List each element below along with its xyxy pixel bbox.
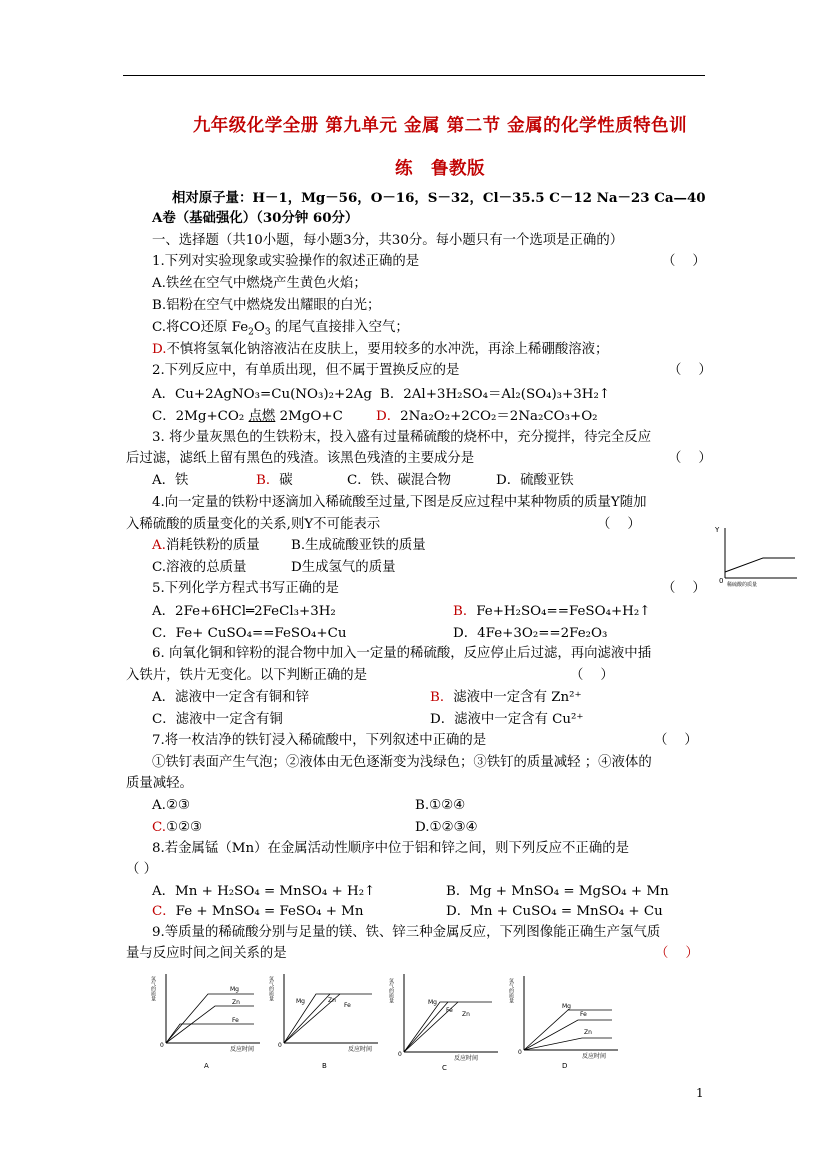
q9a-line-mg xyxy=(166,994,254,1043)
q5-option-d: D．4Fe+3O₂==2Fe₂O₃ xyxy=(453,626,608,641)
q4-graph-curve xyxy=(725,558,795,578)
q9b-label-fe: Fe xyxy=(344,1002,351,1009)
q7-answer-paren: （ ） xyxy=(654,733,698,748)
q6-option-d: D．滤液中一定含有 Cu²⁺ xyxy=(430,712,584,727)
q9b-origin: 0 xyxy=(278,1042,282,1049)
q1-option-c: C.将CO还原 $Fe_2O_3$ 的尾气直接排入空气； xyxy=(152,320,409,338)
q3-stem-1: 3. 将少量灰黑色的生铁粉末，投入盛有过量稀硫酸的烧杯中，充分搅拌，待完全反应 xyxy=(152,430,652,445)
q6-answer-paren: （ ） xyxy=(570,668,614,683)
q7-option-a: A.②③ xyxy=(152,798,190,813)
q4-option-d: D生成氢气的质量 xyxy=(291,560,396,575)
q4-graph-origin: 0 xyxy=(719,577,724,585)
q5-stem: 5.下列化学方程式书写正确的是 xyxy=(152,581,339,596)
q9d-graph-label: D xyxy=(562,1062,568,1070)
doc-title-line2: 练 鲁教版 xyxy=(395,159,485,179)
doc-title-line1: 九年级化学全册 第九单元 金属 第二节 金属的化学性质特色训 xyxy=(192,116,688,136)
q4-answer-paren: （ ） xyxy=(597,517,641,532)
q6-option-a: A．滤液中一定含有铜和锌 xyxy=(152,690,309,705)
q7-stem: 7.将一枚洁净的铁钉浸入稀硫酸中，下列叙述中正确的是 xyxy=(152,733,487,748)
q4-stem-2: 入稀硫酸的质量变化的关系,则Y不可能表示 xyxy=(126,517,381,532)
q8-answer-paren: （ ） xyxy=(126,862,158,877)
q9d-line-fe xyxy=(524,1020,612,1050)
q3-option-d: D．硫酸亚铁 xyxy=(496,473,574,488)
q3-answer-paren: （ ） xyxy=(668,451,712,466)
q3-option-b: B．碳 xyxy=(256,473,293,488)
q4-option-b: B.生成硫酸亚铁的质量 xyxy=(291,538,426,553)
q9d-origin: 0 xyxy=(518,1049,522,1056)
q9c-line-fe xyxy=(404,1002,448,1052)
q4-graph-y-label: Y xyxy=(715,526,720,534)
q9-graph-d xyxy=(508,964,623,1074)
q2-answer-paren: （ ） xyxy=(668,363,712,378)
q2-option-b: B．2Al+3H₂SO₄＝Al₂(SO₄)₃+3H₂↑ xyxy=(380,387,611,402)
q4-graph-x-label: 稀硫酸的质量 xyxy=(727,582,758,588)
q9a-x-label: 反应时间 xyxy=(230,1046,255,1053)
q2-option-d: D．2Na₂O₂+2CO₂＝2Na₂CO₃+O₂ xyxy=(376,409,598,424)
q3-stem-2: 后过滤，滤纸上留有黑色的残渣。该黑色残渣的主要成分是 xyxy=(126,451,475,466)
q9c-label-zn: Zn xyxy=(462,1011,470,1018)
q7-option-b: B.①②④ xyxy=(415,798,466,813)
q2-option-a: A．Cu+2AgNO₃=Cu(NO₃)₂+2Ag xyxy=(152,387,372,402)
q7-option-c: C.①②③ xyxy=(152,820,203,835)
q9a-origin: 0 xyxy=(160,1042,164,1049)
header-rule xyxy=(123,75,705,76)
q6-stem-2: 入铁片，铁片无变化。以下判断正确的是 xyxy=(126,668,368,683)
q1-option-a: A.铁丝在空气中燃烧产生黄色火焰； xyxy=(152,276,367,291)
q9d-x-label: 反应时间 xyxy=(582,1053,607,1060)
q8-option-d: D．Mn + CuSO₄ = MnSO₄ + Cu xyxy=(446,904,663,919)
q2-stem: 2.下列反应中，有单质出现，但不属于置换反应的是 xyxy=(152,363,460,378)
q7-items-2: 质量减轻。 xyxy=(126,776,193,791)
page-number: 1 xyxy=(696,1086,704,1100)
q5-option-a: A．2Fe+6HCl═2FeCl₃+3H₂ xyxy=(152,604,336,619)
q9-graph-a xyxy=(150,964,265,1074)
q1-option-d: D.不慎将氢氧化钠溶液沾在皮肤上，要用较多的水冲洗，再涂上稀硼酸溶液； xyxy=(152,342,609,357)
q4-option-a: A.消耗铁粉的质量 xyxy=(152,538,260,553)
q9-answer-paren: （ ） xyxy=(655,946,699,961)
q1-option-b: B.铝粉在空气中燃烧发出耀眼的白光； xyxy=(152,298,381,313)
q8-option-b: B．Mg + MnSO₄ = MgSO₄ + Mn xyxy=(446,884,669,899)
q9c-x-label: 反应时间 xyxy=(454,1055,479,1062)
q3-option-c: C．铁、碳混合物 xyxy=(347,473,451,488)
q9c-label-mg: Mg xyxy=(428,999,437,1006)
q4-stem-1: 4.向一定量的铁粉中逐滴加入稀硫酸至过量,下图是反应过程中某种物质的质量Y随加 xyxy=(152,495,647,510)
q8-stem: 8.若金属锰（Mn）在金属活动性顺序中位于铝和锌之间，则下列反应不正确的是 xyxy=(152,841,629,856)
q6-option-b: B．滤液中一定含有 Zn²⁺ xyxy=(430,690,582,705)
q9b-graph-label: B xyxy=(322,1062,327,1070)
q9d-label-mg: Mg xyxy=(562,1003,571,1010)
q9a-y-label: 氢气的质量 xyxy=(150,976,156,1001)
q9-stem-1: 9.等质量的稀硫酸分别与足量的镁、铁、锌三种金属反应，下列图像能正确生产氢气质 xyxy=(152,925,661,940)
q9d-label-fe: Fe xyxy=(580,1011,587,1018)
q9a-label-mg: Mg xyxy=(230,986,239,993)
q9b-y-label: 氢气的质量 xyxy=(268,976,274,1001)
q9b-label-mg: Mg xyxy=(296,998,305,1005)
q9a-label-fe: Fe xyxy=(232,1017,239,1024)
q5-option-b: B．Fe+H₂SO₄==FeSO₄+H₂↑ xyxy=(453,604,651,619)
q4-graph xyxy=(705,520,800,590)
q9a-label-zn: Zn xyxy=(232,999,240,1006)
q7-option-d: D.①②③④ xyxy=(415,820,478,835)
q9b-label-zn: Zn xyxy=(328,997,336,1004)
q9d-line-zn xyxy=(524,1038,612,1050)
q8-option-c: C．Fe + MnSO₄ = FeSO₄ + Mn xyxy=(152,904,364,919)
q9c-label-fe: Fe xyxy=(446,1007,453,1014)
q9-graph-c xyxy=(388,964,503,1074)
part1-heading: 一、选择题（共10小题，每小题3分，共30分。每小题只有一个选项是正确的） xyxy=(152,233,624,248)
q9c-origin: 0 xyxy=(398,1051,402,1058)
q9c-y-label: 氢气的质量 xyxy=(388,978,394,1003)
q9d-line-mg xyxy=(524,1010,612,1050)
q3-option-a: A．铁 xyxy=(152,473,189,488)
q4-option-c: C.溶液的总质量 xyxy=(152,560,247,575)
q5-option-c: C．Fe+ CuSO₄==FeSO₄+Cu xyxy=(152,626,347,641)
q9b-line-zn xyxy=(284,994,330,1043)
q9c-graph-label: C xyxy=(442,1064,447,1072)
q9b-x-label: 反应时间 xyxy=(348,1046,373,1053)
section-a-heading: A卷（基础强化）（30分钟 60分） xyxy=(152,210,359,226)
atomic-mass-line: 相对原子量：H－1，Mg－56，O－16，S－32，Cl－35.5 C－12 Na－23 Ca—40 xyxy=(172,190,706,206)
q8-option-a: A．Mn + H₂SO₄ = MnSO₄ + H₂↑ xyxy=(152,884,376,899)
q9d-label-zn: Zn xyxy=(584,1029,592,1036)
q9d-y-label: 氢气的质量 xyxy=(508,978,514,1003)
q6-option-c: C．滤液中一定含有铜 xyxy=(152,712,283,727)
q7-items-1: ①铁钉表面产生气泡；②液体由无色逐渐变为浅绿色；③铁钉的质量减轻 ；④液体的 xyxy=(152,755,652,770)
q9-stem-2: 量与反应时间之间关系的是 xyxy=(126,946,287,961)
q5-answer-paren: （ ） xyxy=(662,581,706,596)
q2-option-c: C．2Mg+CO₂ 点燃 2MgO+C xyxy=(152,409,343,424)
q9a-graph-label: A xyxy=(204,1062,209,1070)
q9-graph-b xyxy=(268,964,383,1074)
q6-stem-1: 6. 向氧化铜和锌粉的混合物中加入一定量的稀硫酸，反应停止后过滤，再向滤液中插 xyxy=(152,646,652,661)
q1-stem: 1.下列对实验现象或实验操作的叙述正确的是 xyxy=(152,254,420,269)
q1-answer-paren: （ ） xyxy=(662,254,706,269)
